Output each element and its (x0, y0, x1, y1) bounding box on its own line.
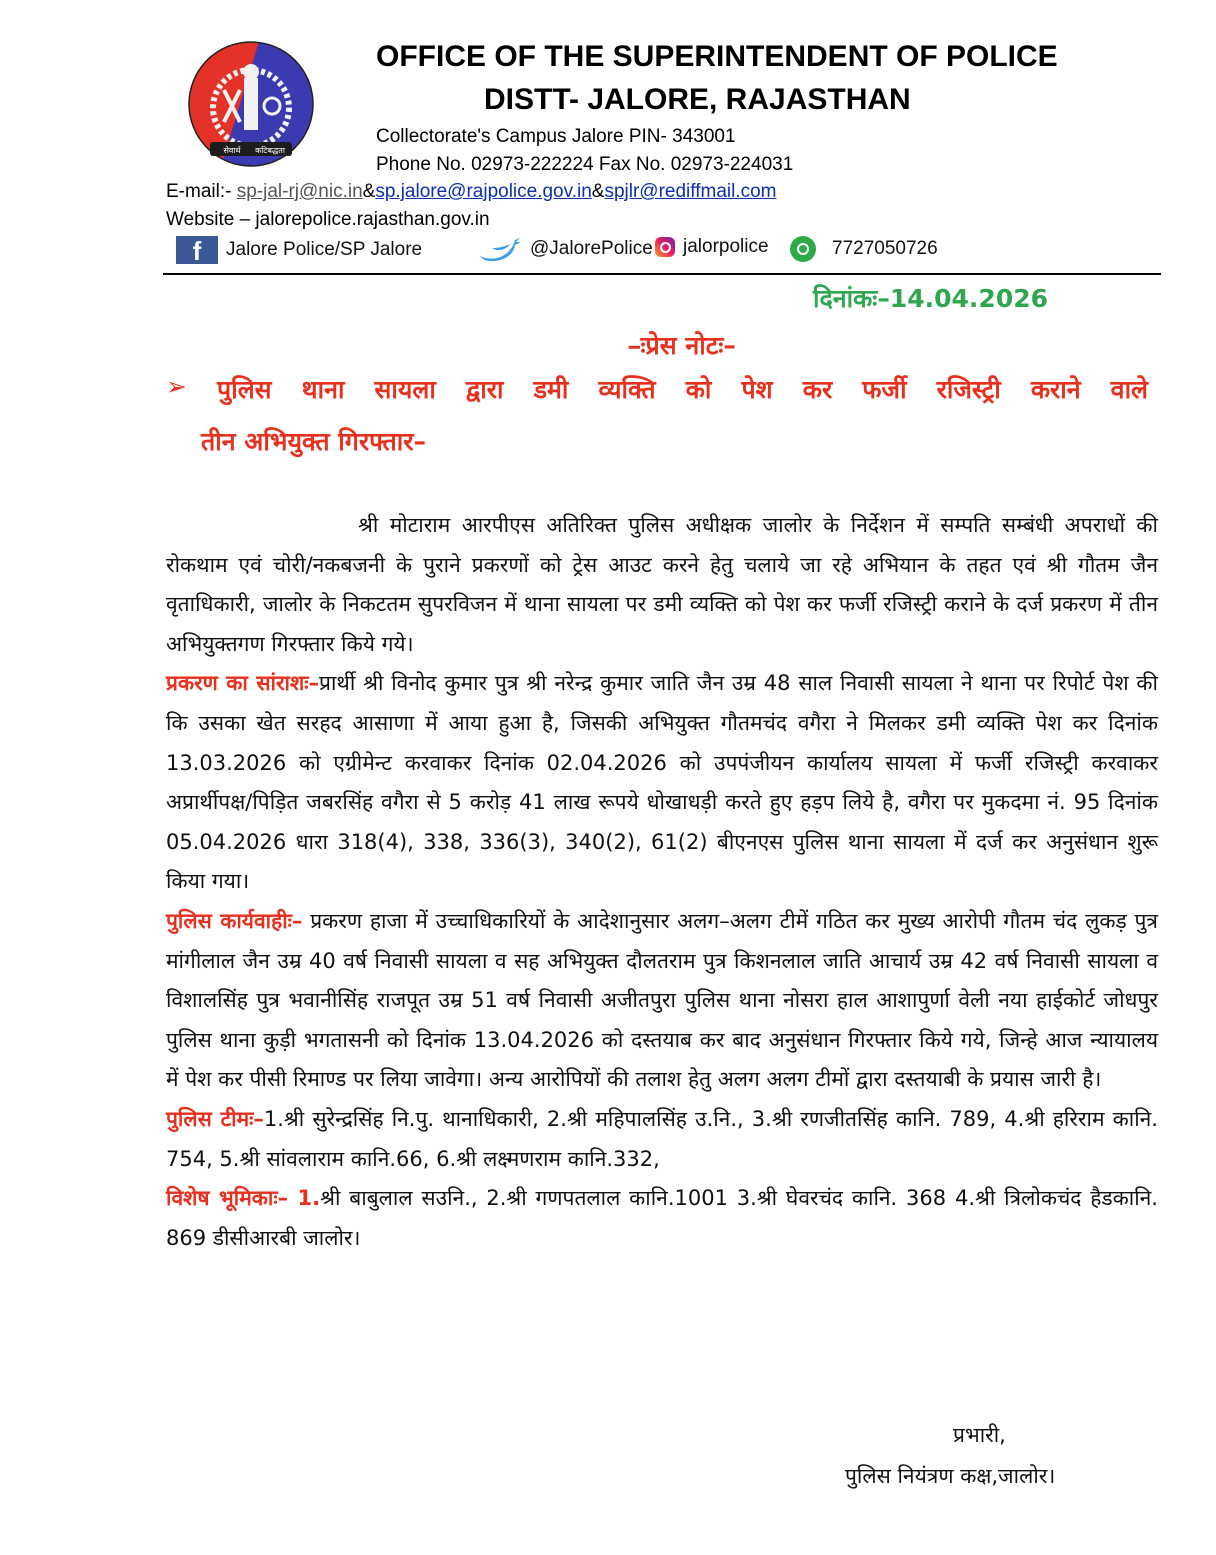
whatsapp-number: 7727050726 (832, 238, 938, 259)
team-paragraph (166, 1100, 1158, 1179)
email-link-rediff[interactable]: spjlr@rediffmail.com (604, 181, 777, 202)
headline-word: को (685, 375, 712, 404)
headline-word: कर (802, 375, 833, 404)
email-link-nic[interactable]: sp-jal-rj@nic.in (236, 181, 363, 202)
summary-paragraph (166, 664, 1158, 902)
social-bar (176, 236, 1160, 272)
website-line: Website – jalorepolice.rajasthan.gov.in (166, 209, 490, 230)
headline-word: रजिस्ट्री (936, 375, 1001, 404)
headline-line-2: तीन अभियुक्त गिरफ्तार– (201, 427, 427, 456)
headline-word: पेश (741, 375, 773, 404)
email-line (166, 181, 777, 203)
headline-line-1 (166, 372, 1148, 406)
signature-designation: प्रभारी, (953, 1423, 1006, 1447)
instagram-icon (655, 237, 675, 257)
press-body (166, 506, 1158, 1258)
headline-word: कराने (1030, 375, 1081, 404)
email-link-rajpolice[interactable]: sp.jalore@rajpolice.gov.in (375, 181, 592, 202)
header-divider (163, 273, 1161, 275)
press-date: दिनांकः–14.04.2026 (813, 284, 1049, 313)
action-paragraph (166, 902, 1158, 1100)
headline-word: व्यक्ति (598, 375, 656, 404)
instagram-handle: jalorpolice (683, 236, 769, 257)
ampersand: & (591, 181, 605, 202)
signature-office: पुलिस नियंत्रण कक्ष,जालोर। (845, 1464, 1056, 1488)
twitter-handle: @JalorePolice (530, 238, 653, 259)
special-role-text: श्री बाबुलाल सउनि., 2.श्री गणपतलाल कानि.1001 3.श्री घेवरचंद कानि. 368 4.श्री त्रिलोकचंद हैडकानि. 869 डीसीआरबी जालोर। (166, 1186, 1158, 1250)
special-role-paragraph (166, 1179, 1158, 1258)
facebook-handle: Jalore Police/SP Jalore (226, 239, 423, 260)
ampersand: & (362, 181, 376, 202)
team-text: 1.श्री सुरेन्द्रसिंह नि.पु. थानाधिकारी, 2.श्री महिपालसिंह उ.नि., 3.श्री रणजीतसिंह कानि. 789, 4.श्री हरिराम कानि. 754, 5.श्री सांवलाराम कानि.66, 6.श्री लक्ष्मणराम कानि.332, (166, 1106, 1158, 1171)
team-label: पुलिस टीमः– (166, 1106, 264, 1131)
headline-word: वाले (1110, 375, 1148, 404)
headline-word: डमी (533, 375, 569, 404)
press-note-title: –ःप्रेस नोटः– (628, 331, 736, 360)
emblem-motto-right: कटिबद्धता (255, 146, 285, 155)
summary-text: प्रार्थी श्री विनोद कुमार पुत्र श्री नरेन्द्र कुमार जाति जैन उम्र 48 साल निवासी सायला ने थाना पर रिपोर्ट पेश की कि उसका खेत सरहद आसाणा में आया हुआ है, जिसकी अभियुक्त गौतमचंद वगैरा ने मिलकर डमी व्यक्ति पेश कर दिनांक 13.03.2026 को एग्रीमेन्ट करवाकर दिनांक 02.04.2026 को उपपंजीयन कार्यालय सायला में फर्जी रजिस्ट्री करवाकर अप्रार्थीपक्ष/पिड़ित जबरसिंह वगैरा से 5 करोड़ 41 लाख रूपये धोखाधड़ी करते हुए हड़प लिये है, वगैरा पर मुकदमा नं. 95 दिनांक 05.04.2026 धारा 318(4), 338, 336(3), 340(2), 61(2) बीएनएस पुलिस थाना सायला में दर्ज कर अनुसंधान शुरू किया गया। (166, 671, 1158, 894)
arrow-bullet-icon: ➢ (166, 372, 187, 401)
address-line: Collectorate's Campus Jalore PIN- 343001 (376, 126, 736, 147)
intro-paragraph: श्री मोटाराम आरपीएस अतिरिक्त पुलिस अधीक्षक जालोर के निर्देशन में सम्पति सम्बंधी अपराधों की रोकथाम एवं चोरी/नकबजनी के पुराने प्रकरणों को ट्रेस आउट करने हेतु चलाये जा रहे अभियान के तहत एवं श्री गौतम जैन वृताधिकारी, जालोर के निकटतम सुपरविजन में थाना सायला पर डमी व्यक्ति को पेश कर फर्जी रजिस्ट्री कराने के दर्ज प्रकरण में तीन अभियुक्तगण गिरफ्तार किये गये। (166, 513, 1158, 656)
action-text: प्रकरण हाजा में उच्चाधिकारियों के आदेशानुसार अलग–अलग टीमें गठित कर मुख्य आरोपी गौतम चंद लुकड़ पुत्र मांगीलाल जैन उम्र 40 वर्ष निवासी सायला व सह अभियुक्त दौलतराम पुत्र किशनलाल जाति आचार्य उम्र 42 वर्ष निवासी सायला व विशालसिंह पुत्र भवानीसिंह राजपूत उम्र 51 वर्ष निवासी अजीतपुरा पुलिस थाना नोसरा हाल आशापुर्णा वेली नया हाईकोर्ट जोधपुर पुलिस थाना कुड़ी भगतासनी को दिनांक 13.04.2026 को दस्तयाब कर बाद अनुसंधान गिरफ्तार किये गये, जिन्हे आज न्यायालय में पेश कर पीसी रिमाण्ड पर लिया जावेगा। अन्य आरोपियों की तलाश हेतु अलग अलग टीमों द्वारा दस्तयाबी के प्रयास जारी है। (166, 908, 1158, 1092)
twitter-icon (478, 236, 522, 262)
special-role-label: विशेष भूमिकाः– 1. (166, 1186, 321, 1211)
headline-word: पुलिस (217, 375, 272, 404)
action-label: पुलिस कार्यवाहीः– (166, 908, 303, 933)
headline-word: द्वारा (465, 375, 504, 404)
district-title: DISTT- JALORE, RAJASTHAN (484, 83, 911, 116)
emblem-motto-left: सेवार्थ (223, 146, 241, 155)
headline-word: फर्जी (862, 375, 907, 404)
headline-word: सायला (374, 375, 436, 404)
headline-word: थाना (301, 375, 345, 404)
police-emblem-logo (180, 38, 322, 170)
facebook-icon: f (176, 236, 218, 264)
email-label: E-mail:- (166, 181, 237, 202)
phone-line: Phone No. 02973-222224 Fax No. 02973-224031 (376, 154, 794, 175)
summary-label: प्रकरण का सांराशः– (166, 671, 320, 696)
whatsapp-icon (790, 236, 816, 262)
office-title: OFFICE OF THE SUPERINTENDENT OF POLICE (376, 40, 1058, 73)
